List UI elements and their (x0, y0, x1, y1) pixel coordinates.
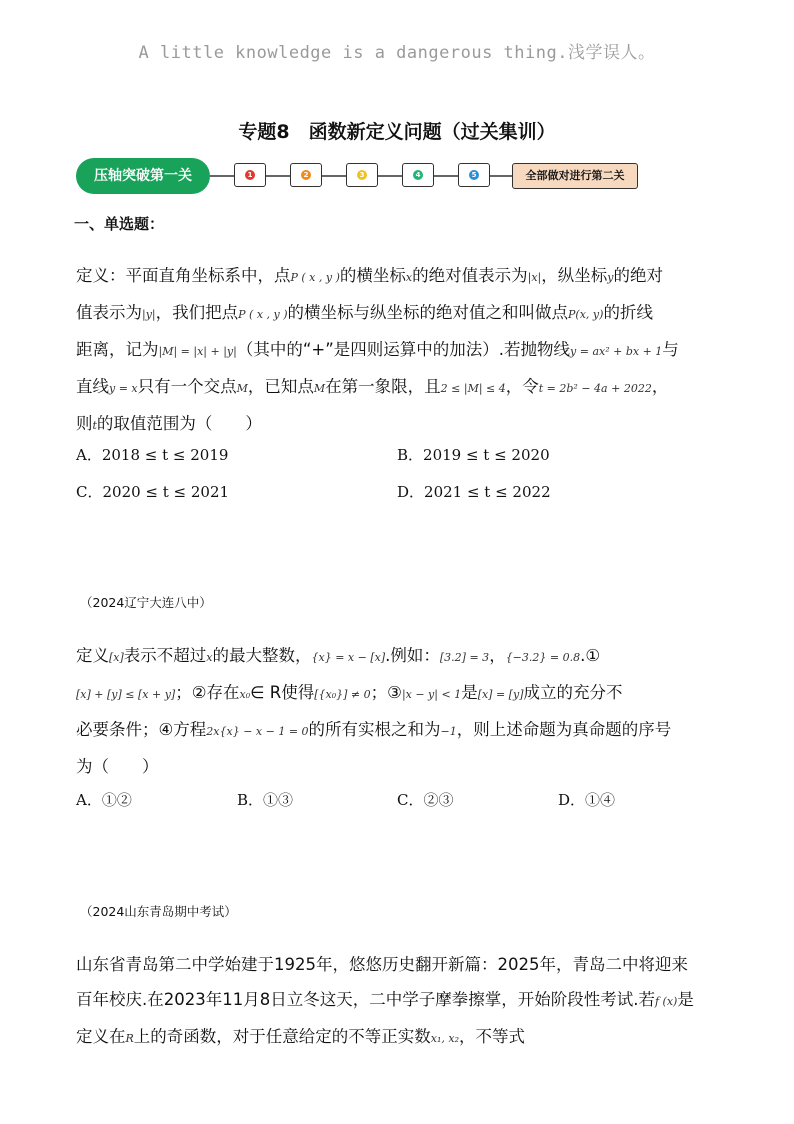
math: [x] = [y] (477, 688, 524, 701)
level-step-4 (402, 163, 434, 187)
q2-line-4 (76, 749, 726, 784)
text: ，纵坐标 (541, 266, 608, 285)
q3-line-2 (76, 982, 726, 1019)
math: |x − y| < 1 (401, 688, 462, 701)
math: |M| = |x| + |y| (158, 345, 237, 358)
step-dot-3: 3 (357, 170, 367, 180)
page-title: 专题8 函数新定义问题（过关集训） (238, 121, 556, 143)
text: 上的奇函数，对于任意给定的不等正实数 (133, 1027, 431, 1046)
math: t (92, 419, 97, 432)
q2-line-2 (76, 675, 726, 712)
q2-option-b[interactable]: B．①③ (237, 791, 294, 809)
text: 是 (677, 990, 694, 1009)
text: ， (651, 377, 669, 396)
text: ，不等式 (459, 1027, 526, 1046)
text: .例如： (385, 646, 440, 665)
text: ，已知点 (247, 377, 314, 396)
math: P(x, y) (568, 308, 604, 321)
text: 的横坐标 (339, 266, 406, 285)
text: 是 (461, 683, 478, 702)
q3-line-3 (76, 1019, 726, 1056)
level-step-2 (290, 163, 322, 187)
math: t = 2b² − 4a + 2022 (538, 382, 652, 395)
section-title: 一、单选题： (74, 215, 165, 233)
math: P ( x , y ) (290, 271, 340, 284)
level-progress-bar (76, 158, 642, 194)
text: 的最大整数， (212, 646, 312, 665)
math: P ( x , y ) (238, 308, 288, 321)
q1-option-c[interactable]: C．2020 ≤ t ≤ 2021 (76, 483, 230, 501)
q2-option-a[interactable]: A．①② (76, 791, 132, 809)
text: 山东省青岛第二中学始建于1925年，悠悠历史翻开新篇：2025年，青岛二中将迎来 (76, 955, 688, 974)
level-end-box: 全部做对进行第二关 (512, 163, 638, 189)
q1-option-a[interactable]: A．2018 ≤ t ≤ 2019 (76, 446, 229, 464)
level-step-1 (234, 163, 266, 187)
math: [3.2] = 3 (439, 651, 490, 664)
text: ，令 (505, 377, 539, 396)
text: 百年校庆.在2023年11月8日立冬这天，二中学子摩拳擦掌，开始阶段性考试.若 (76, 990, 655, 1009)
math: −1 (440, 725, 457, 738)
math: y (607, 271, 614, 284)
q1-line-1 (76, 258, 726, 295)
text: 的折线 (603, 303, 653, 322)
question-1 (76, 258, 726, 443)
math: |y| (142, 308, 156, 321)
math: x₁, x₂ (430, 1032, 460, 1045)
q1-line-5 (76, 406, 726, 443)
q2-option-c[interactable]: C．②③ (397, 791, 454, 809)
math: R (125, 1032, 134, 1045)
level-start-pill: 压轴突破第一关 (76, 158, 210, 194)
text: 则 (76, 414, 93, 433)
text: 表示不超过 (123, 646, 207, 665)
math: {x} = x − [x] (311, 651, 386, 664)
math: M (236, 382, 248, 395)
math: f (x) (654, 995, 678, 1008)
text: ， (489, 646, 506, 665)
step-dot-4: 4 (413, 170, 423, 180)
text: .① (580, 646, 601, 665)
math: M (313, 382, 326, 395)
q1-line-2 (76, 295, 726, 332)
math: x (405, 271, 413, 284)
text: ，我们把点 (155, 303, 239, 322)
text: 为（ ） (76, 757, 159, 776)
math: 2 ≤ |M| ≤ 4 (440, 382, 506, 395)
text: 直线 (76, 377, 109, 396)
text: 的绝对 (613, 266, 663, 285)
text: 只有一个交点 (137, 377, 237, 396)
step-dot-2: 2 (301, 170, 311, 180)
text: ∈ R使得 (250, 683, 315, 702)
text: 成立的充分不 (523, 683, 623, 702)
q3-source: （2024山东青岛期中考试） (80, 904, 237, 919)
text: 的横坐标与纵坐标的绝对值之和叫做点 (287, 303, 569, 322)
text: 定义在 (76, 1027, 126, 1046)
q1-line-4 (76, 369, 726, 406)
q2-option-d[interactable]: D．①④ (558, 791, 616, 809)
q3-line-1 (76, 947, 726, 982)
q1-option-d[interactable]: D．2021 ≤ t ≤ 2022 (397, 483, 551, 501)
text: 的绝对值表示为 (412, 266, 528, 285)
question-2 (76, 638, 726, 784)
text: ，则上述命题为真命题的序号 (456, 720, 672, 739)
text: 必要条件；④方程 (76, 720, 207, 739)
math: y = x (109, 382, 138, 395)
text: 的取值范围为（ ） (96, 414, 262, 433)
text: 与 (662, 340, 679, 359)
text: 值表示为 (76, 303, 142, 322)
q2-source: （2024辽宁大连八中） (80, 595, 212, 610)
text: （其中的“+”是四则运算中的加法）.若抛物线 (236, 340, 571, 359)
level-step-5 (458, 163, 490, 187)
q1-line-3 (76, 332, 726, 369)
step-dot-1: 1 (245, 170, 255, 180)
text: ；②存在 (175, 683, 240, 702)
text: 的所有实根之和为 (308, 720, 441, 739)
motto-header: A little knowledge is a dangerous thing.浅学误人。 (138, 43, 656, 63)
q2-line-1 (76, 638, 726, 675)
text: ；③ (370, 683, 402, 702)
text: 定义 (76, 646, 109, 665)
level-step-3 (346, 163, 378, 187)
math: x₀ (239, 688, 251, 701)
math: x (206, 651, 213, 664)
math: |x| (527, 271, 542, 284)
q2-line-3 (76, 712, 726, 749)
math: [x] + [y] ≤ [x + y] (76, 688, 176, 701)
text: 在第一象限，且 (325, 377, 441, 396)
text: 定义：平面直角坐标系中，点 (76, 266, 291, 285)
math: [x] (109, 651, 124, 664)
math: y = ax² + bx + 1 (570, 345, 663, 358)
step-dot-5: 5 (469, 170, 479, 180)
math: [{x₀}] ≠ 0 (314, 688, 371, 701)
q1-option-b[interactable]: B．2019 ≤ t ≤ 2020 (397, 446, 550, 464)
math: 2x{x} − x − 1 = 0 (206, 725, 309, 738)
math: {−3.2} = 0.8 (505, 651, 581, 664)
text: 距离，记为 (76, 340, 159, 359)
question-3 (76, 947, 726, 1056)
